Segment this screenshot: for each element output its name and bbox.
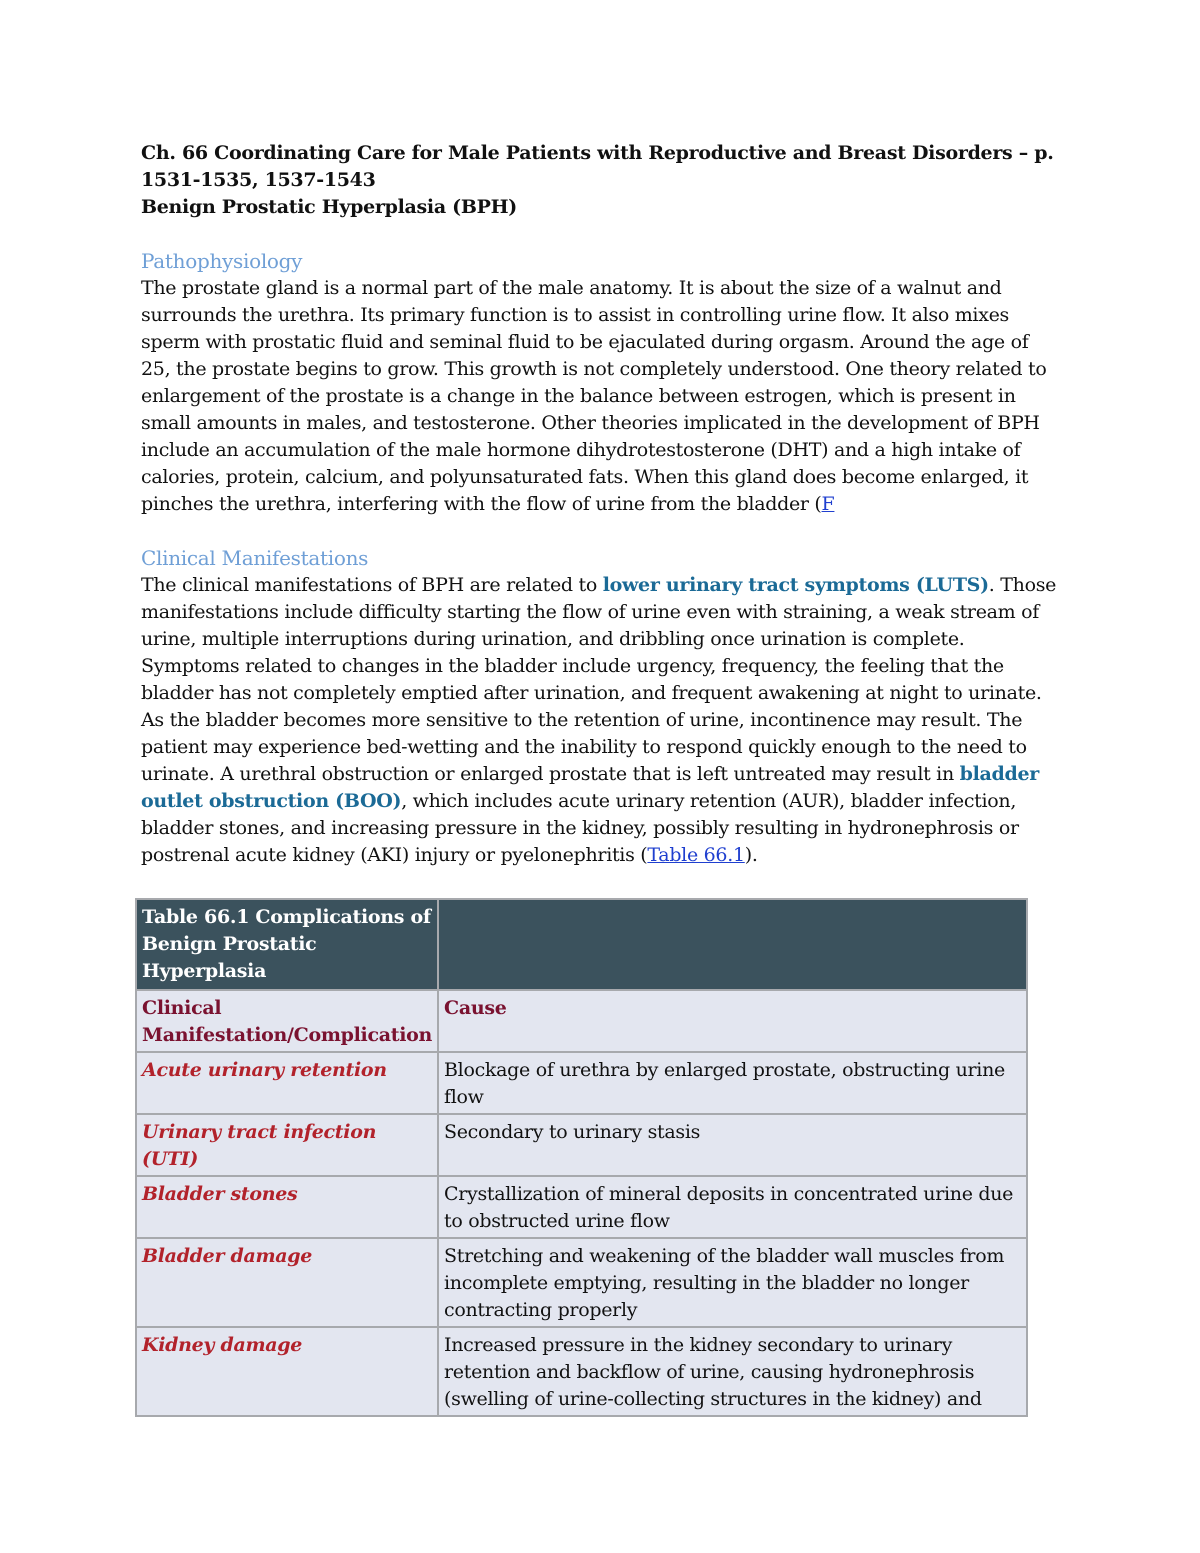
pathophysiology-paragraph xyxy=(141,275,1061,518)
table-row xyxy=(136,1238,1027,1327)
cause-cell: Blockage of urethra by enlarged prostate, obstructing urine flow xyxy=(438,1052,1027,1114)
complication-cell: Acute urinary retention xyxy=(136,1052,438,1114)
table-title-empty-cell xyxy=(438,899,1027,990)
chapter-title-line1: Ch. 66 Coordinating Care for Male Patients with Reproductive and Breast Disorders – p. xyxy=(141,142,1054,164)
figure-link[interactable]: F xyxy=(821,493,835,515)
boo-keyword: bladder outlet obstruction (BOO) xyxy=(141,763,1040,812)
clinical-manifestations-heading: Clinical Manifestations xyxy=(141,546,369,570)
pathophysiology-heading: Pathophysiology xyxy=(141,249,303,273)
table-link[interactable]: Table 66.1 xyxy=(647,844,745,866)
cause-cell: Secondary to urinary stasis xyxy=(438,1114,1027,1176)
column-header-complication: Clinical Manifestation/Complication xyxy=(136,990,438,1052)
complication-cell: Urinary tract infection (UTI) xyxy=(136,1114,438,1176)
table-row xyxy=(136,1327,1027,1416)
document-content xyxy=(141,140,1061,869)
complication-cell: Bladder stones xyxy=(136,1176,438,1238)
chapter-title-line2: 1531-1535, 1537-1543 xyxy=(141,169,376,191)
cause-cell: Crystallization of mineral deposits in concentrated urine due to obstructed urine flow xyxy=(438,1176,1027,1238)
cause-cell: Stretching and weakening of the bladder wall muscles from incomplete emptying, resulting in the bladder no longer contracting properly xyxy=(438,1238,1027,1327)
luts-keyword: lower urinary tract symptoms (LUTS) xyxy=(602,574,989,596)
chapter-title xyxy=(141,140,1061,194)
clinical-text-3: , which includes acute urinary retention (AUR), bladder infection, bladder stones, and increasing pressure in the kidney, possibly resulting in hydronephrosis or postrenal acute kidney (AKI) injury or pyelonephritis ( xyxy=(141,790,1019,866)
complication-cell: Bladder damage xyxy=(136,1238,438,1327)
clinical-paragraph xyxy=(141,572,1061,869)
table-row xyxy=(136,1114,1027,1176)
section-title: Benign Prostatic Hyperplasia (BPH) xyxy=(141,196,517,218)
table-title: Table 66.1 Complications of Benign Prostatic Hyperplasia xyxy=(136,899,438,990)
table-row xyxy=(136,1176,1027,1238)
pathophysiology-text: The prostate gland is a normal part of the male anatomy. It is about the size of a walnut and surrounds the urethra. Its primary function is to assist in controlling urine flow. It also mixes sperm with prostatic fluid and seminal fluid to be ejaculated during orgasm. Around the age of 25, the prostate begins to grow. This growth is not completely understood. One theory related to enlargement of the prostate is a change in the balance between estrogen, which is present in small amounts in males, and testosterone. Other theories implicated in the development of BPH include an accumulation of the male hormone dihydrotestosterone (DHT) and a high intake of calories, protein, calcium, and polyunsaturated fats. When this gland does become enlarged, it pinches the urethra, interfering with the flow of urine from the bladder ( xyxy=(141,277,1047,515)
table-title-row xyxy=(136,899,1027,990)
cause-cell: Increased pressure in the kidney secondary to urinary retention and backflow of urine, causing hydronephrosis (swelling of urine-collecting structures in the kidney) and xyxy=(438,1327,1027,1416)
clinical-text-2: . Those manifestations include difficulty starting the flow of urine even with straining, a weak stream of urine, multiple interruptions during urination, and dribbling once urination is complete. Symptoms related to changes in the bladder include urgency, frequency, the feeling that the bladder has not completely emptied after urination, and frequent awakening at night to urinate. As the bladder becomes more sensitive to the retention of urine, incontinence may result. The patient may experience bed-wetting and the inability to respond quickly enough to the need to urinate. A urethral obstruction or enlarged prostate that is left untreated may result in xyxy=(141,574,1057,785)
table-header-row xyxy=(136,990,1027,1052)
table-row xyxy=(136,1052,1027,1114)
complications-table xyxy=(135,898,1028,1417)
clinical-text-1: The clinical manifestations of BPH are related to xyxy=(141,574,603,596)
complication-cell: Kidney damage xyxy=(136,1327,438,1416)
column-header-cause: Cause xyxy=(438,990,1027,1052)
clinical-text-4: ). xyxy=(744,844,758,866)
